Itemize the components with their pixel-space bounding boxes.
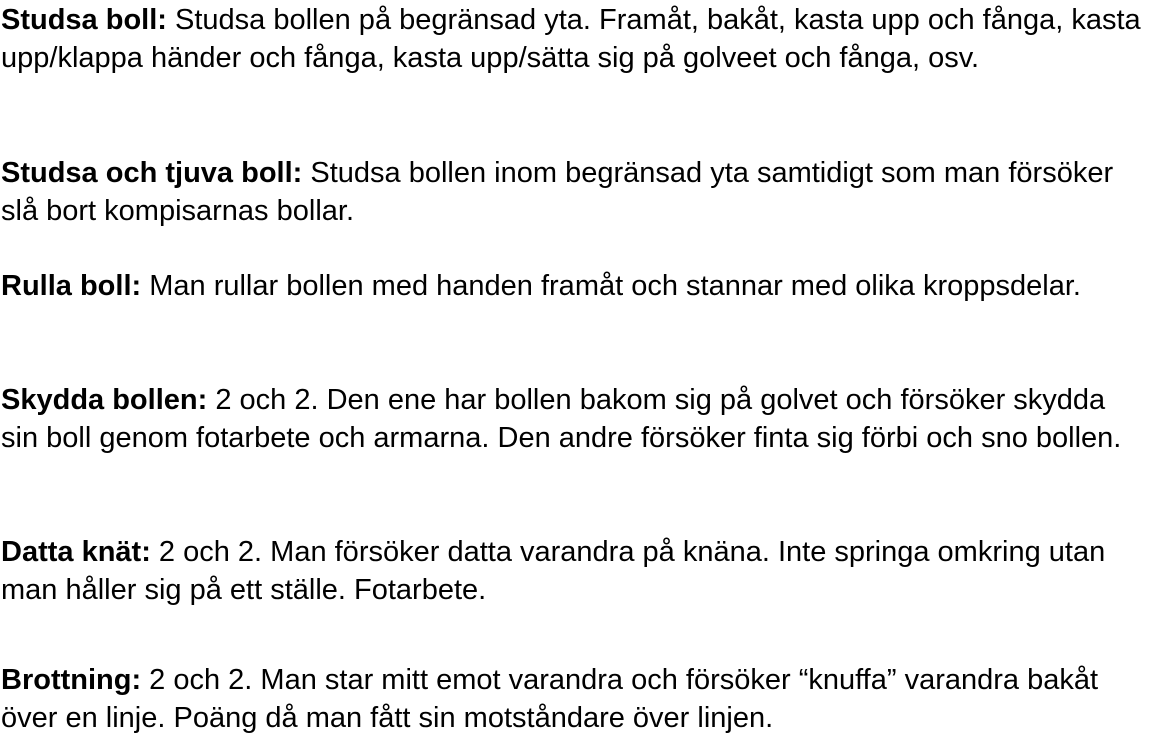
exercise-description: Man rullar bollen med handen framåt och stannar med olika kroppsdelar.: [141, 270, 1081, 302]
exercise-term: Skydda bollen:: [1, 384, 208, 416]
exercise-description: 2 och 2. Man försöker datta varandra på knäna. Inte springa omkring utan man håller sig på ett ställe. Fotarbete.: [1, 536, 1106, 606]
exercise-term: Brottning:: [1, 664, 142, 696]
exercise-description: Studsa bollen på begränsad yta. Framåt, bakåt, kasta upp och fånga, kasta upp/klappa händer och fånga, kasta upp/sätta sig på golveet och fånga, osv.: [1, 4, 1141, 74]
exercise-studsa-boll: [1, 1, 1149, 77]
exercise-description: Studsa bollen inom begränsad yta samtidigt som man försöker slå bort kompisarnas bollar.: [1, 157, 1114, 227]
exercise-brottning: [1, 661, 1149, 737]
exercise-description: 2 och 2. Man star mitt emot varandra och försöker “knuffa” varandra bakåt över en linje. Poäng då man fått sin motståndare över linjen.: [1, 664, 1099, 734]
exercise-term: Studsa och tjuva boll:: [1, 157, 303, 189]
exercise-rulla-boll: [1, 267, 1149, 305]
exercise-skydda-bollen: [1, 381, 1149, 457]
exercise-datta-knat: [1, 533, 1149, 609]
exercise-term: Rulla boll:: [1, 270, 142, 302]
exercise-term: Datta knät:: [1, 536, 151, 568]
exercise-term: Studsa boll:: [1, 4, 167, 36]
exercise-studsa-och-tjuva-boll: [1, 154, 1149, 230]
exercise-description: 2 och 2. Den ene har bollen bakom sig på golvet och försöker skydda sin boll genom fotarbete och armarna. Den andre försöker finta sig förbi och sno bollen.: [1, 384, 1122, 454]
